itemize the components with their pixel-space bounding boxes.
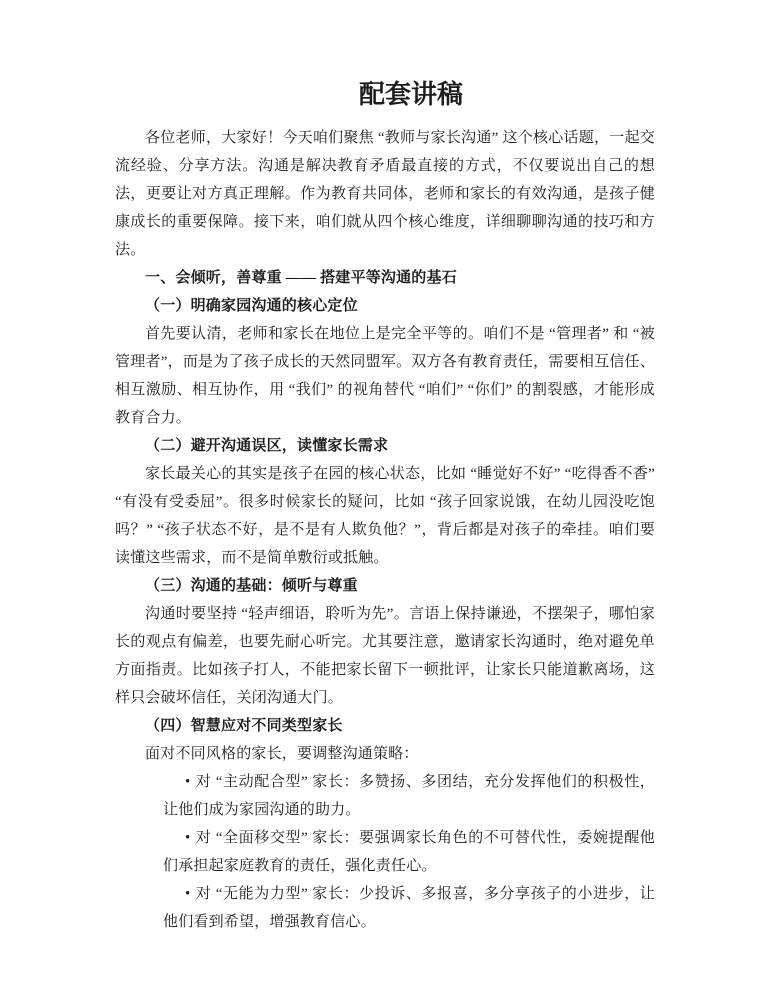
section-1-heading: 一、会倾听，善尊重 —— 搭建平等沟通的基石 xyxy=(145,270,457,286)
subsection-3-body: 沟通时要坚持 “轻声细语，聆听为先”。言语上保持谦逊，不摆架子，哪怕家长的观点有偏差，也要先耐心听完。尤其要注意，邀请家长沟通时，绝对避免单方面指责。比如孩子打人，不能把家长留下一顿批评，让家长只能道歉离场，这样只会破坏信任，关闭沟通大门。 xyxy=(115,606,655,706)
subsection-1-body: 首先要认清，老师和家长在地位上是完全平等的。咱们不是 “管理者” 和 “被管理者”，而是为了孩子成长的天然同盟军。双方各有教育责任，需要相互信任、相互激励、相互协作，用 “我们” 的视角替代 “咱们” “你们” 的割裂感，才能形成教育合力。 xyxy=(115,326,655,426)
bullet-icon: • xyxy=(185,830,191,846)
bullet-item-helpless xyxy=(163,880,655,936)
document-content xyxy=(115,78,655,936)
subsection-2-heading: （二）避开沟通误区，读懂家长需求 xyxy=(145,438,389,454)
document-title: 配套讲稿 xyxy=(358,80,463,109)
bullet-icon: • xyxy=(185,886,191,902)
bullet-text: 对 “全面移交型” 家长：要强调家长角色的不可替代性，委婉提醒他们承担起家庭教育的责任，强化责任心。 xyxy=(163,830,655,874)
bullet-text: 对 “主动配合型” 家长：多赞扬、多团结，充分发挥他们的积极性，让他们成为家园沟通的助力。 xyxy=(163,774,655,818)
subsection-3-heading: （三）沟通的基础：倾听与尊重 xyxy=(145,578,358,594)
bullet-icon: • xyxy=(185,774,191,790)
subsection-4-heading: （四）智慧应对不同类型家长 xyxy=(145,718,343,734)
bullet-item-full-handover xyxy=(163,824,655,880)
subsection-4-body: 面对不同风格的家长，要调整沟通策略： xyxy=(145,746,419,762)
subsection-1-heading: （一）明确家园沟通的核心定位 xyxy=(145,298,358,314)
intro-paragraph: 各位老师，大家好！今天咱们聚焦 “教师与家长沟通” 这个核心话题，一起交流经验、分享方法。沟通是解决教育矛盾最直接的方式，不仅要说出自己的想法，更要让对方真正理解。作为教育共同体，老师和家长的有效沟通，是孩子健康成长的重要保障。接下来，咱们就从四个核心维度，详细聊聊沟通的技巧和方法。 xyxy=(115,130,655,258)
bullet-text: 对 “无能为力型” 家长：少投诉、多报喜，多分享孩子的小进步，让他们看到希望，增强教育信心。 xyxy=(163,886,655,930)
bullet-item-active-cooperative xyxy=(163,768,655,824)
subsection-2-body: 家长最关心的其实是孩子在园的核心状态，比如 “睡觉好不好” “吃得香不香” “有没有受委屈”。很多时候家长的疑问，比如 “孩子回家说饿，在幼儿园没吃饱吗？” “孩子状态不好，是不是有人欺负他？”，背后都是对孩子的牵挂。咱们要读懂这些需求，而不是简单敷衍或抵触。 xyxy=(115,466,655,566)
